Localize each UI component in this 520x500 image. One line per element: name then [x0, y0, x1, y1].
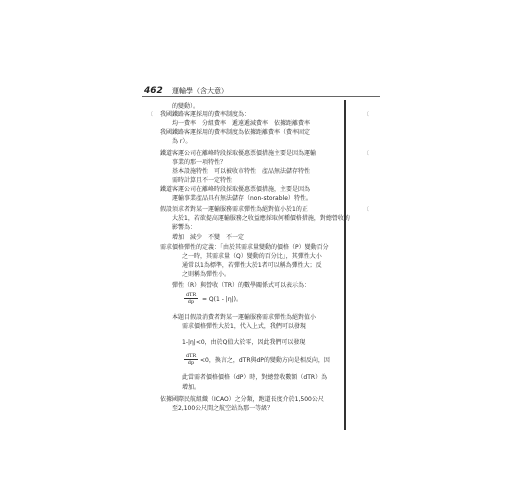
answer-explanation: 需求價格彈性大於1，代入上式，我們可以發現	[182, 323, 306, 330]
answer-explanation: 彈性（R）與營收（TR）的數學關係式可以表示為：	[172, 282, 311, 289]
answer-explanation: 鐵道客運公司在離峰時段採取優惠票價措施，主要是因為	[160, 186, 311, 193]
answer-explanation: 增加。	[182, 384, 201, 391]
answer-explanation: 本題目假設消費者對某一運輸服務需求彈性為絕對值小	[172, 314, 317, 321]
answer-explanation: 此當需者價格價格（dP）時，對總營收數額（dTR）為	[182, 374, 328, 381]
header-rule	[142, 96, 380, 97]
answer-explanation: 需求價格彈性的定義：「由於其需求量變動的價格（P）變動百分	[160, 244, 329, 251]
fraction-numerator: dTR	[185, 353, 197, 359]
answer-options: 均一費率 分組費率 遞遠遞減費率 依據距離費率	[172, 120, 311, 127]
text-line: 的變動）。	[172, 103, 200, 110]
answer-explanation: 之一時，其需求量（Q）變動的百分比」，其彈性大小	[182, 253, 322, 260]
page-header-title: 運輸學（含大意）	[172, 87, 228, 95]
answer-options: 基本設施特性 可以被收市特性 產品無法儲存特性	[172, 168, 311, 175]
question-text: 鐵道客運公司在離峰時段採取優惠票價措施主要是因為運輸	[160, 150, 317, 157]
answer-explanation: 之則稱為彈性小。	[182, 271, 231, 278]
answer-explanation: 1-|η|<0，由於Q值大於零，因此我們可以發現	[182, 339, 306, 346]
derivative-fraction	[184, 353, 198, 366]
question-text: 我國鐵路客運採用的費率制度為：	[160, 111, 251, 118]
question-text: 假設須求者對某一運輸服務需求彈性為絕對值小於1的正	[160, 206, 308, 213]
question-text: 至2,100公尺間之航空站為那一等級？	[172, 405, 274, 412]
derivative-fraction	[184, 292, 198, 305]
question-number-mark: 〔	[148, 112, 154, 118]
fraction-denominator: dp	[187, 299, 195, 305]
right-margin-mark: 〔	[364, 151, 370, 157]
answer-explanation: 運輸事業產品具有無法儲存（non-storable）特性。	[172, 195, 312, 202]
question-text: 大於1，若欲提高運輸服務之收益應採取何種價格措施，對總營收的	[172, 215, 350, 222]
question-text: 事業的那一項特性？	[172, 159, 227, 166]
page-number: 462	[144, 86, 163, 96]
right-margin-mark: 〔	[364, 112, 370, 118]
fraction-numerator: dTR	[185, 292, 197, 298]
right-margin-mark: 〔	[364, 207, 370, 213]
answer-explanation: 通常以1為標準，若彈性大於1者可以稱為彈性大；反	[182, 262, 322, 269]
answer-options: 增加 減少 不變 不一定	[172, 234, 245, 241]
answer-explanation: <0，換言之，dTR與dP的變動方向是相反向，因	[200, 357, 330, 364]
question-text: 影響為：	[172, 224, 197, 231]
answer-explanation: 為 r）。	[172, 138, 192, 145]
equation: = Q(1 - |η|)。	[202, 296, 242, 303]
answer-explanation: 我國鐵路客運採用的費率制度為依據距離費率（費率固定	[160, 129, 311, 136]
margin-rule	[344, 100, 346, 430]
answer-options: 需時計算且不一定特性	[172, 177, 233, 184]
question-text: 依據國際民航組織（ICAO）之分類，跑道長度介於1,500公尺	[160, 396, 324, 403]
fraction-denominator: dp	[187, 360, 195, 366]
